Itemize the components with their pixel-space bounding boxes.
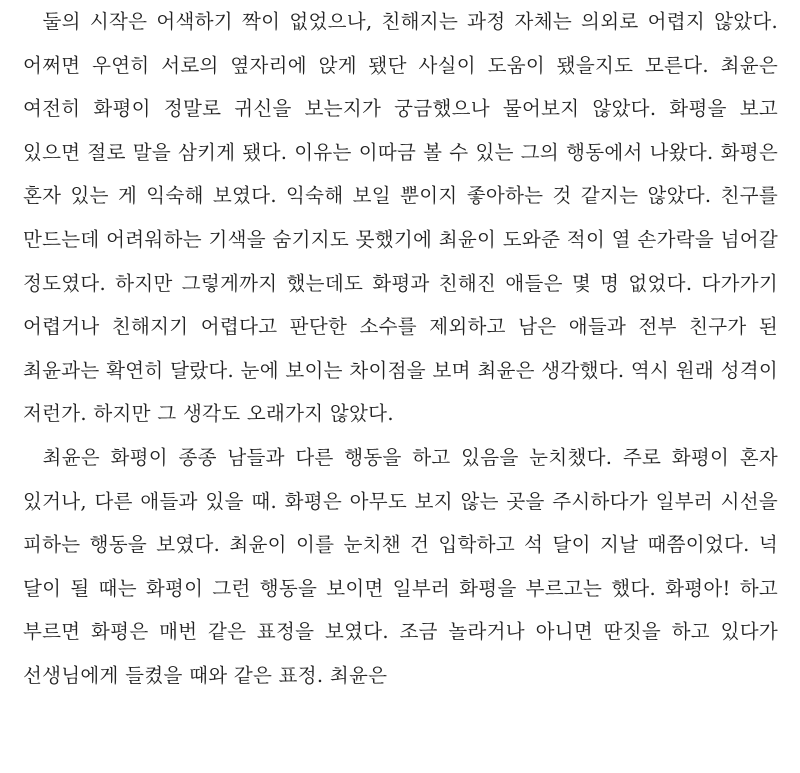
paragraph-2: 최윤은 화평이 종종 남들과 다른 행동을 하고 있음을 눈치챘다. 주로 화평이 혼자 있거나, 다른 애들과 있을 때. 화평은 아무도 보지 않는 곳을 주시하다가 일부러 시선을 피하는 행동을 보였다. 최윤이 이를 눈치챈 건 입학하고 석 달이 지날 때쯤이었다. 넉 달이 될 때는 화평이 그런 행동을 보이면 일부러 화평을 부르고는 했다. 화평아! 하고 부르면 화평은 매번 같은 표정을 보였다. 조금 놀라거나 아니면 딴짓을 하고 있다가 선생님에게 들켰을 때와 같은 표정. 최윤은 — [23, 445, 778, 687]
paragraph-1: 둘의 시작은 어색하기 짝이 없었으나, 친해지는 과정 자체는 의외로 어렵지 않았다. 어쩌면 우연히 서로의 옆자리에 앉게 됐단 사실이 도움이 됐을지도 모른다. 최윤은 여전히 화평이 정말로 귀신을 보는지가 궁금했으나 물어보지 않았다. 화평을 보고 있으면 절로 말을 삼키게 됐다. 이유는 이따금 볼 수 있는 그의 행동에서 나왔다. 화평은 혼자 있는 게 익숙해 보였다. 익숙해 보일 뿐이지 좋아하는 것 같지는 않았다. 친구를 만드는데 어려워하는 기색을 숨기지도 못했기에 최윤이 도와준 적이 열 손가락을 넘어갈 정도였다. 하지만 그렇게까지 했는데도 화평과 친해진 애들은 몇 명 없었다. 다가가기 어렵거나 친해지기 어렵다고 판단한 소수를 제외하고 남은 애들과 전부 친구가 된 최윤과는 확연히 달랐다. 눈에 보이는 차이점을 보며 최윤은 생각했다. 역시 원래 성격이 저런가. 하지만 그 생각도 오래가지 않았다. — [23, 10, 778, 426]
